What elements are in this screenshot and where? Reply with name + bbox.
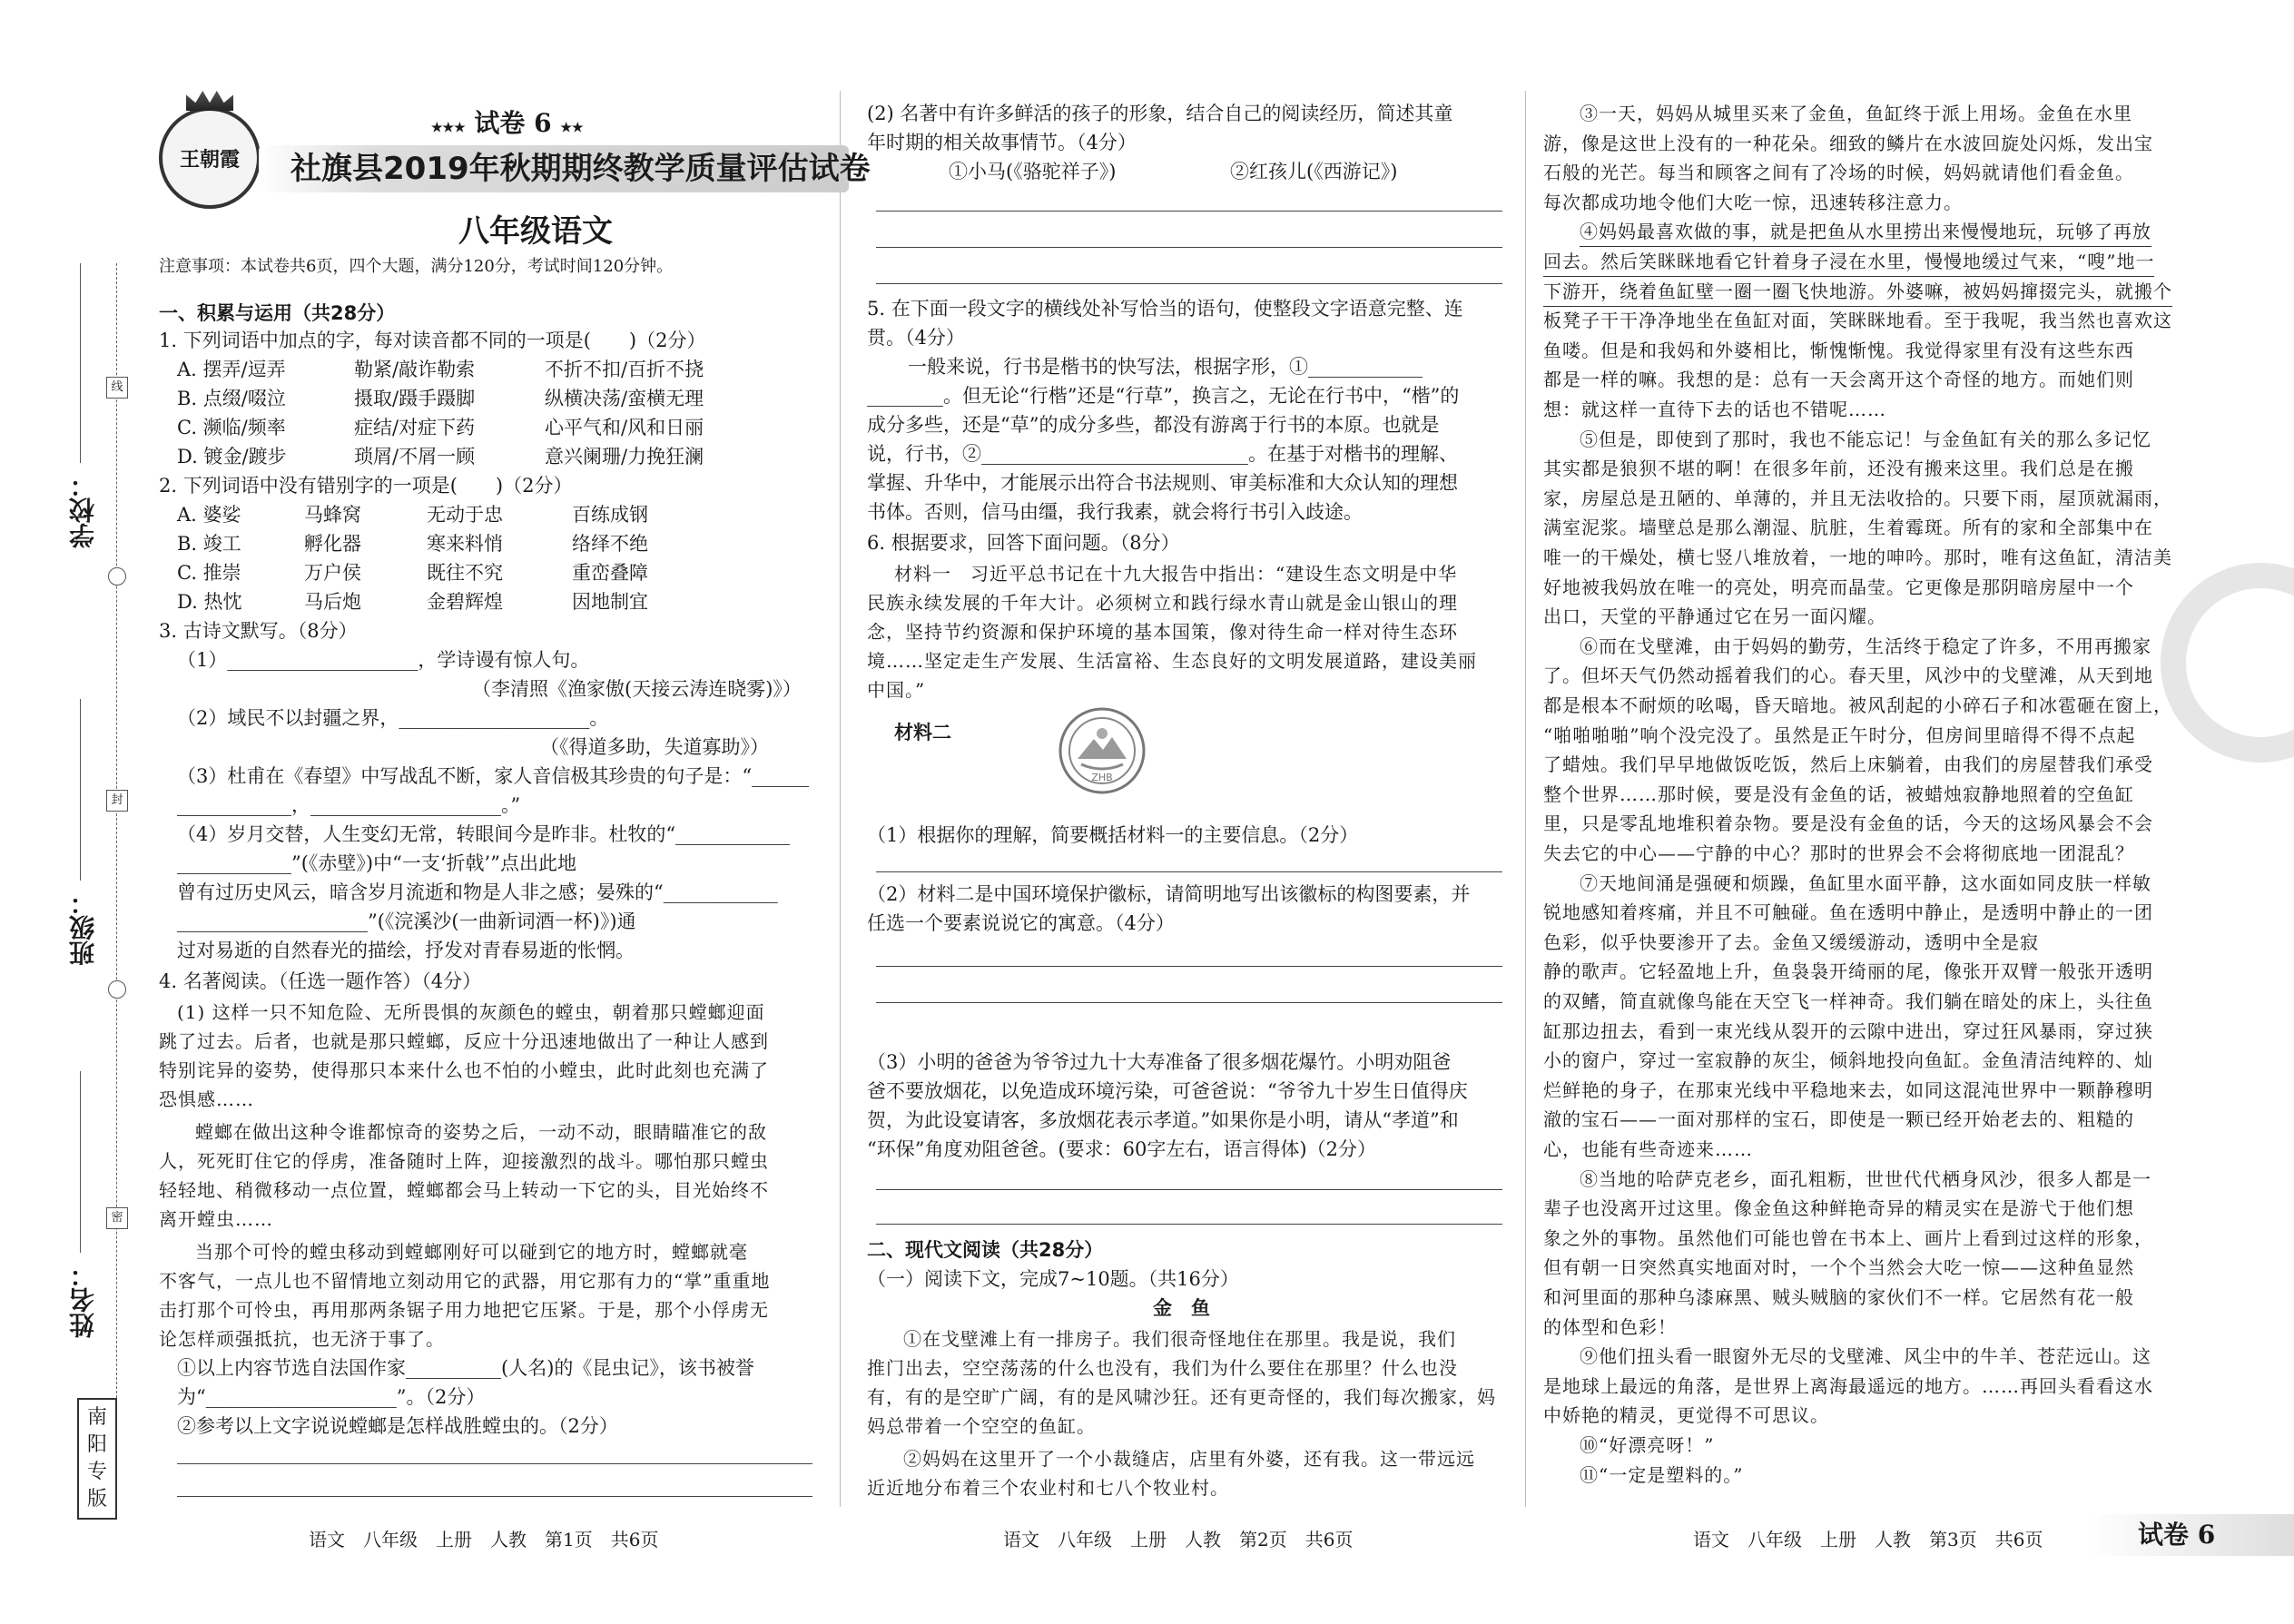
material-1: 民族永续发展的千年大计。必须树立和践行绿水青山就是金山银山的理 <box>867 592 1458 614</box>
column-divider <box>840 91 841 1507</box>
essay-line: ⑪“一定是塑料的。” <box>1580 1463 1744 1486</box>
q5-text: ________。但无论“行楷”还是“行草”，换言之，无论在行书中，“楷”的 <box>867 385 1460 407</box>
q1-option-d: D. 镀金/踱步 <box>177 446 287 468</box>
essay-line: 板凳子干干净净地坐在鱼缸对面，笑眯眯地看。至于我呢，我当然也喜欢这 <box>1543 310 2172 332</box>
page-footer-2: 语文 八年级 上册 人教 第2页 共6页 <box>1003 1529 1354 1550</box>
q2-option-c: 重峦叠障 <box>572 562 648 584</box>
q5: 贯。（4分） <box>867 327 965 349</box>
binding-dash-line <box>116 263 117 1407</box>
essay-para: 妈总带着一个空空的鱼缸。 <box>867 1415 1096 1437</box>
q2-option-c: 既往不究 <box>427 562 503 584</box>
q6-2: 任选一个要素说说它的寓意。（4分） <box>867 912 1175 934</box>
name-blank <box>80 1071 81 1253</box>
essay-line: ⑥而在戈壁滩，由于妈妈的勤劳，生活终于稳定了许多，不用再搬家 <box>1580 635 2151 657</box>
q2-option-a: A. 婆娑 <box>177 504 241 526</box>
q4: 4. 名著阅读。（任选一题作答）（4分） <box>159 970 482 992</box>
essay-line: ⑤但是，即使到了那时，我也不能忘记！与金鱼缸有关的那么多记忆 <box>1580 428 2151 450</box>
q4-passage: 离开螳虫…… <box>159 1208 273 1230</box>
q4-passage: (1) 这样一只不知危险、无所畏惧的灰颜色的螳虫，朝着那只螳螂迎面 <box>177 1001 765 1023</box>
essay-line: 澈的宝石——一面对那样的宝石，即使是一颗已经开始老去的、粗糙的 <box>1543 1108 2134 1131</box>
edition-char: 版 <box>86 1488 107 1511</box>
q1-option-a: 不折不扣/百折不挠 <box>545 359 704 380</box>
essay-line: ⑨他们扭头看一眼窗外无尽的戈壁滩、风尘中的牛羊、苍茫远山。这 <box>1580 1345 2151 1368</box>
stars-left: ★★★ <box>431 121 466 135</box>
answer-line <box>876 1002 1502 1003</box>
essay-line: 的体型和色彩！ <box>1543 1315 1677 1338</box>
q3: 3. 古诗文默写。（8分） <box>159 620 358 642</box>
essay-line: 色彩，似乎快要渗开了去。金鱼又缓缓游动，透明中全是寂 <box>1543 930 2039 953</box>
material-1: 境……坚定走生产发展、生活富裕、生态良好的文明发展道路，建设美丽 <box>867 650 1477 672</box>
series-label: ★★★ 试卷 6 ★★ <box>431 108 584 138</box>
essay-line: 辈子也没离开过这里。像金鱼这种鲜艳奇异的精灵实在是游弋于他们想 <box>1543 1197 2134 1220</box>
essay-line: 小的窗户，穿过一室寂静的灰尘，倾斜地投向鱼缸。金鱼清洁纯粹的、灿 <box>1543 1049 2153 1072</box>
section-1-heading: 一、积累与运用（共28分） <box>159 302 396 324</box>
essay-para: 有，有的是空旷广阔，有的是风啸沙狂。还有更奇怪的，我们每次搬家，妈 <box>867 1386 1496 1408</box>
watermark-seal <box>2161 563 2294 763</box>
q4-passage: 螳螂在做出这种令谁都惊奇的姿势之后，一动不动，眼睛瞄准它的敌 <box>195 1121 767 1143</box>
q6-3: 爸不要放烟花，以免造成环境污染，可爸爸说：“爷爷九十岁生日值得庆 <box>867 1080 1468 1102</box>
essay-line: ⑧当地的哈萨克老乡，面孔粗粝，世世代代栖身风沙，很多人都是一 <box>1580 1167 2151 1190</box>
essay-line: ⑦天地间涌是强硬和烦躁，鱼缸里水面平静，这水面如同皮肤一样敏 <box>1580 871 2151 894</box>
exam-title: 社旗县2019年秋期期终教学质量评估试卷 <box>290 151 871 187</box>
essay-line: 里，只是零乱地堆积着杂物。要是没有金鱼的话，今天的这场风暴会不会 <box>1543 812 2153 835</box>
q5-text: 书体。否则，信马由缰，我行我素，就会将行书引入歧途。 <box>867 501 1363 523</box>
essay-line: 鱼喽。但是和我妈和外婆相比，惭愧惭愧。我觉得家里有没有这些东西 <box>1543 339 2134 361</box>
q3-2: （2）域民不以封疆之界，____________________。 <box>177 707 609 729</box>
essay-line: 缸那边扭去，看到一束光线从裂开的云隙中进出，穿过狂风暴雨，穿过狭 <box>1543 1019 2153 1042</box>
q1-option-b: 纵横决荡/蛮横无理 <box>545 388 704 409</box>
school-blank <box>80 263 81 463</box>
essay-line: “啪啪啪啪”响个没完没了。虽然是正午时分，但房间里暗得不得不点起 <box>1543 723 2136 746</box>
notice: 注意事项：本试卷共6页，四个大题，满分120分，考试时间120分钟。 <box>159 257 674 276</box>
q1-option-c: 心平气和/风和日丽 <box>545 417 704 438</box>
q3-1-source: （李清照《渔家傲(天接云涛连晓雾)》） <box>472 678 802 700</box>
q3-4: 过对易逝的自然春光的描绘，抒发对青春易逝的怅惘。 <box>177 940 635 961</box>
q3-4: 曾有过历史风云，暗含岁月流逝和物是人非之感；晏殊的“____________ <box>177 881 778 903</box>
q6-3: “环保”角度劝阻爸爸。(要求：60字左右，语言得体)（2分） <box>867 1138 1376 1160</box>
q4-sub-1: 为“____________________”。（2分） <box>177 1386 486 1408</box>
binding-mark-seal: 封 <box>106 790 128 812</box>
q1-option-c: 症结/对症下药 <box>354 417 476 438</box>
q1-option-b: 摄取/蹑手蹑脚 <box>354 388 476 409</box>
essay-line: 好地被我妈放在唯一的亮处，明亮而晶莹。它更像是那阴暗房屋中一个 <box>1543 576 2134 598</box>
q4-passage: 论怎样顽强抵抗，也无济于事了。 <box>159 1328 445 1350</box>
q3-1: （1）____________________，学诗谩有惊人句。 <box>177 649 590 671</box>
school-label: 学校： <box>68 472 98 548</box>
essay-line: 了蜡烛。我们早早地做饭吃饭，然后上床躺着，由我们的房屋替我们承受 <box>1543 753 2153 776</box>
essay-line: 都是根本不耐烦的吆喝，昏天暗地。被风刮起的小碎石子和冰雹砸在窗上， <box>1543 694 2172 716</box>
part-1-instruction: （一）阅读下文，完成7~10题。（共16分） <box>867 1268 1239 1290</box>
brand-logo <box>159 107 261 209</box>
answer-line <box>876 1224 1502 1225</box>
q4-2-option: ①小马(《骆驼祥子》) <box>949 161 1117 182</box>
q1-option-d: 琐屑/不屑一顾 <box>354 446 476 468</box>
essay-line: 的双鳍，简直就像鸟能在天空飞一样神奇。我们躺在暗处的床上，头往鱼 <box>1543 990 2153 1012</box>
section-2-heading: 二、现代文阅读（共28分） <box>867 1239 1104 1261</box>
q4-passage: 恐惧感…… <box>159 1088 254 1110</box>
q2-option-a: 百练成钢 <box>572 504 648 526</box>
essay-line: 中娇艳的精灵，更觉得不可思议。 <box>1543 1404 1829 1427</box>
q6-2: （2）材料二是中国环境保护徽标，请简明地写出该徽标的构图要素，并 <box>867 883 1471 905</box>
q5: 5. 在下面一段文字的横线处补写恰当的语句，使整段文字语意完整、连 <box>867 298 1463 320</box>
q2-option-a: 无动于忠 <box>427 504 503 526</box>
essay-line: 石般的光芒。每当和顾客之间有了冷场的时候，妈妈就请他们看金鱼。 <box>1543 162 2134 184</box>
answer-line <box>876 966 1502 967</box>
essay-line: 游，像是这世上没有的一种花朵。细致的鳞片在水波回旋处闪烁，发出宝 <box>1543 132 2153 154</box>
essay-para: ②妈妈在这里开了一个小裁缝店，店里有外婆，还有我。这一带远远 <box>903 1448 1475 1470</box>
q1-option-d: 意兴阑珊/力挽狂澜 <box>545 446 704 468</box>
answer-line <box>177 1496 812 1497</box>
essay-line: 家，房屋总是丑陋的、单薄的，并且无法收拾的。只要下雨，屋顶就漏雨， <box>1543 487 2172 509</box>
answer-line <box>876 211 1502 212</box>
essay-line: 静的歌声。它轻盈地上升，鱼袅袅开绮丽的尾，像张开双臂一般张开透明 <box>1543 960 2153 983</box>
essay-line: 但有朝一日突然真实地面对时，一个个当然会大吃一惊——这种鱼显然 <box>1543 1256 2134 1279</box>
q4-2: (2) 名著中有许多鲜活的孩子的形象，结合自己的阅读经历，简述其童 <box>867 103 1453 124</box>
q1: 1. 下列词语中加点的字，每对读音都不同的一项是( )（2分） <box>159 330 706 351</box>
page-footer-1: 语文 八年级 上册 人教 第1页 共6页 <box>309 1529 659 1550</box>
environment-emblem <box>1058 706 1147 795</box>
binding-mark-line: 线 <box>106 377 128 399</box>
essay-line: 其实都是狼狈不堪的啊！在很多年前，还没有搬来这里。我们总是在搬 <box>1543 458 2134 480</box>
q4-2-option: ②红孩儿(《西游记》) <box>1230 161 1398 182</box>
answer-line <box>876 871 1502 872</box>
essay-line: 是地球上最远的角落，是世界上离海最遥远的地方。……再回头看看这水 <box>1543 1374 2153 1397</box>
q2-option-c: 万户侯 <box>304 562 361 584</box>
q4-passage: 击打那个可怜虫，再用那两条锯子用力地把它压紧。于是，那个小俘虏无 <box>159 1299 769 1321</box>
q4-passage: 人，死死盯住它的俘虏，准备随时上阵，迎接激烈的战斗。哪怕那只螳虫 <box>159 1150 769 1172</box>
q5-text: 一般来说，行书是楷书的快写法，根据字形，①____________ <box>908 356 1423 378</box>
q4-passage: 轻轻地、稍微移动一点位置，螳螂都会马上转动一下它的头，目光始终不 <box>159 1179 769 1201</box>
essay-line: ④妈妈最喜欢做的事，就是把鱼从水里捞出来慢慢地玩，玩够了再放 <box>1580 218 2151 247</box>
emblem-text: ZHB <box>1091 772 1113 783</box>
material-1: 材料一 习近平总书记在十九大报告中指出：“建设生态文明是中华 <box>894 563 1458 585</box>
class-blank <box>80 699 81 881</box>
q2-option-b: 孵化器 <box>304 533 361 555</box>
essay-line: 心，也能有些奇迹来…… <box>1543 1138 1753 1160</box>
q2-option-d: 金碧辉煌 <box>427 591 503 613</box>
class-label: 班级： <box>68 890 98 966</box>
q2-option-a: 马蜂窝 <box>304 504 361 526</box>
edition-char: 专 <box>86 1461 107 1483</box>
answer-line <box>876 283 1502 284</box>
q1-option-c: C. 濒临/频率 <box>177 417 286 438</box>
essay-line: 失去它的中心——宁静的中心？那时的世界会不会将彻底地一团混乱？ <box>1543 842 2134 864</box>
answer-line <box>177 1463 812 1464</box>
answer-line <box>876 247 1502 248</box>
essay-line: 满室泥浆。墙壁总是那么潮湿、肮脏，生着霉斑。所有的家和全部集中在 <box>1543 517 2153 539</box>
q6-1: （1）根据你的理解，简要概括材料一的主要信息。（2分） <box>867 824 1359 846</box>
essay-para: 近近地分布着三个农业村和七八个牧业村。 <box>867 1477 1229 1499</box>
material-1: 念，坚持节约资源和保护环境的基本国策，像对待生命一样对待生态环 <box>867 621 1458 643</box>
q2-option-d: 马后炮 <box>304 591 361 613</box>
q2: 2. 下列词语中没有错别字的一项是( )（2分） <box>159 475 573 497</box>
q2-option-b: 络绎不绝 <box>572 533 648 555</box>
q4-2: 年时期的相关故事情节。（4分） <box>867 132 1137 153</box>
essay-line: 和河里面的那种乌漆麻黑、贼头贼脑的家伙们不一样。它居然有花一般 <box>1543 1286 2134 1308</box>
binding-mark-secret: 密 <box>106 1207 128 1229</box>
essay-para: 推门出去，空空荡荡的什么也没有，我们为什么要住在那里？什么也没 <box>867 1357 1458 1379</box>
essay-line: 了。但坏天气仍然动摇着我们的心。春天里，风沙中的戈壁滩，从天到地 <box>1543 664 2153 687</box>
q2-option-c: C. 推崇 <box>177 562 241 584</box>
q4-passage: 当那个可怜的螳虫移动到螳螂刚好可以碰到它的地方时，螳螂就毫 <box>195 1241 748 1263</box>
stars-right: ★★ <box>560 121 584 135</box>
q4-sub-1: ①以上内容节选自法国作家__________(人名)的《昆虫记》，该书被誉 <box>177 1357 754 1379</box>
essay-line: 想：就这样一直待下去的话也不错呢…… <box>1543 399 1886 420</box>
edition-box <box>77 1398 117 1520</box>
column-divider <box>1525 91 1526 1507</box>
essay-line: 每次都成功地令他们大吃一惊，迅速转移注意力。 <box>1543 191 1963 213</box>
binding-circle <box>108 980 126 999</box>
essay-line: ③一天，妈妈从城里买来了金鱼，鱼缸终于派上用场。金鱼在水里 <box>1580 103 2132 124</box>
q1-option-b: B. 点缀/啜泣 <box>177 388 286 409</box>
q4-passage: 跳了过去。后者，也就是那只螳螂，反应十分迅速地做出了一种让人感到 <box>159 1030 769 1052</box>
subject-title: 八年级语文 <box>458 213 613 250</box>
name-label: 姓名： <box>68 1262 98 1338</box>
essay-line: 回去。然后笑眯眯地看它针着身子浸在水里，慢慢地缓过气来，“嗖”地一 <box>1543 248 2154 277</box>
q3-2-source: （《得道多助，失道寡助》） <box>540 736 769 758</box>
q6-3: 贺，为此设宴请客，多放烟花表示孝道。”如果你是小明，请从“孝道”和 <box>867 1109 1459 1131</box>
q2-option-b: B. 竣工 <box>177 533 241 555</box>
essay-line: 锐地感知着疼痛，并且不可触碰。鱼在透明中静止，是透明中静止的一团 <box>1543 901 2153 924</box>
q5-text: 成分多些，还是“草”的成分多些，都没有游离于行书的本原。也就是 <box>867 414 1440 436</box>
material-1: 中国。” <box>867 679 926 701</box>
material-2-label: 材料二 <box>894 721 951 743</box>
brand-logo-text: 王朝霞 <box>179 147 240 172</box>
q6: 6. 根据要求，回答下面问题。（8分） <box>867 532 1180 554</box>
essay-line: ⑩“好漂亮呀！” <box>1580 1434 1715 1456</box>
q3-4: （4）岁月交替，人生变幻无常，转眼间今是昨非。杜牧的“____________ <box>177 823 791 845</box>
q1-option-a: A. 摆弄/逗弄 <box>177 359 286 380</box>
q3-4: ____________________”(《浣溪沙(一曲新词酒一杯)》)通 <box>177 910 636 932</box>
edition-char: 阳 <box>86 1433 107 1456</box>
q4-sub-2: ②参考以上文字说说螳螂是怎样战胜螳虫的。（2分） <box>177 1415 618 1437</box>
footer-tag: 试卷 6 <box>2138 1520 2216 1550</box>
essay-line: 出口，天堂的平静通过它在另一面闪耀。 <box>1543 605 1886 628</box>
page-footer-3: 语文 八年级 上册 人教 第3页 共6页 <box>1693 1529 2043 1550</box>
q6-3: （3）小明的爸爸为爷爷过九十大寿准备了很多烟花爆竹。小明劝阻爸 <box>867 1051 1452 1073</box>
q2-option-b: 寒来料悄 <box>427 533 503 555</box>
essay-line: 整个世界……那时候，要是没有金鱼的话，被蜡烛寂静地照着的空鱼缸 <box>1543 782 2134 805</box>
q1-option-a: 勒紧/敲诈勒索 <box>354 359 476 380</box>
binding-circle <box>108 567 126 586</box>
essay-line: 烂鲜艳的身子，在那束光线中平稳地来去，如同这混沌世界中一颗静穆明 <box>1543 1078 2153 1101</box>
q3-4: ____________”(《赤壁》)中“一支‘折戟’”点出此地 <box>177 852 576 874</box>
q2-option-d: 因地制宜 <box>572 591 648 613</box>
q4-passage: 不客气，一点儿也不留情地立刻动用它的武器，用它那有力的“掌”重重地 <box>159 1270 771 1292</box>
q5-text: 掌握、升华中，才能展示出符合书法规则、审美标准和大众认知的理想 <box>867 472 1458 494</box>
essay-line: 唯一的干燥处，横七竖八堆放着，一地的呻吟。那时，唯有这鱼缸，清洁美 <box>1543 546 2172 568</box>
q3-3: （3）杜甫在《春望》中写战乱不断，家人音信极其珍贵的句子是：“______ <box>177 765 810 787</box>
q4-passage: 特别诧异的姿势，使得那只本来什么也不怕的小螳虫，此时此刻也充满了 <box>159 1059 769 1081</box>
essay-line: 象之外的事物。虽然他们可能也曾在书本上、画片上看到过这样的形象， <box>1543 1226 2153 1249</box>
essay-line: 都是一样的嘛。我想的是：总有一天会离开这个奇怪的地方。而她们则 <box>1543 369 2134 391</box>
answer-line <box>876 1189 1502 1190</box>
essay-title: 金 鱼 <box>1153 1297 1210 1319</box>
q3-3: ____________，____________________。” <box>177 794 521 816</box>
q2-option-d: D. 热忱 <box>177 591 242 613</box>
essay-line: 下游开，绕着鱼缸壁一圈一圈飞快地游。外婆嘛，被妈妈撺掇完头，就搬个 <box>1543 278 2172 307</box>
edition-char: 南 <box>86 1406 107 1429</box>
essay-para: ①在戈壁滩上有一排房子。我们很奇怪地住在那里。我是说，我们 <box>903 1328 1456 1350</box>
crown-icon <box>186 91 233 111</box>
q5-text: 说，行书，②____________________________。在基于对楷书的理解、 <box>867 443 1458 465</box>
